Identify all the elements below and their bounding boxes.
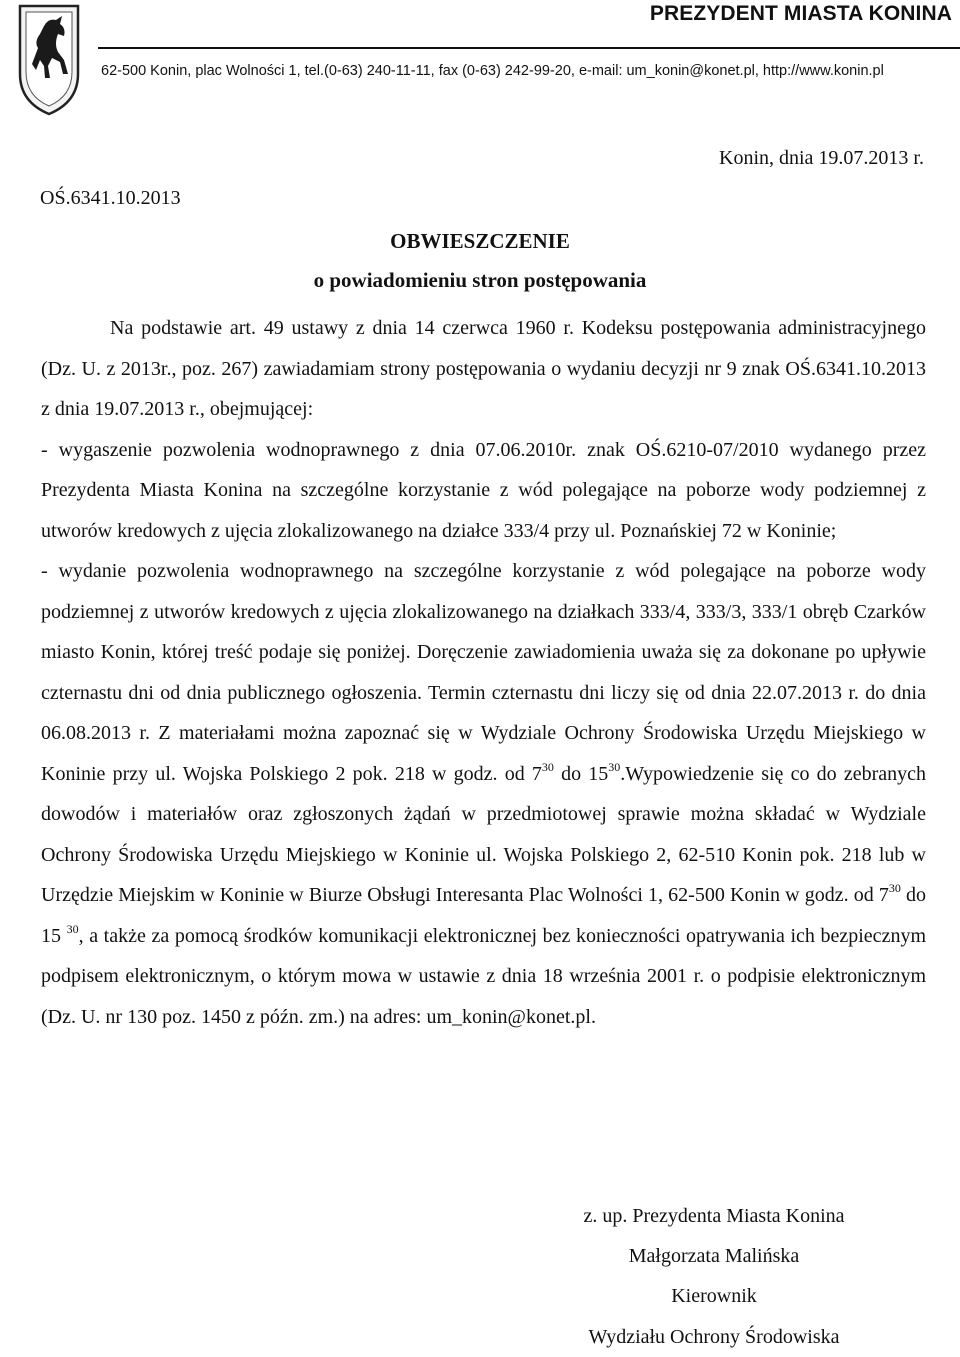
superscript-minutes: 30 <box>66 921 79 936</box>
item-expiry-paragraph: - wygaszenie pozwolenia wodnoprawnego z dnia 07.06.2010r. znak OŚ.6210-07/2010 wydanego przez Prezydenta Miasta Konina na szczególne korzystanie z wód polegające na poborze wody podziemnej z utworów kredowych z ujęcia zlokalizowanego na działce 333/4 przy ul. Poznańskiej 72 w Koninie; <box>41 438 926 542</box>
item-permit-paragraph <box>41 551 926 1037</box>
permit-text-part: do 15 <box>553 762 609 785</box>
org-contact-line: 62-500 Konin, plac Wolności 1, tel.(0-63) 240-11-11, fax (0-63) 242-99-20, e-mail: um_konin@konet.pl, http://www.konin.pl <box>101 63 884 79</box>
signature-block <box>530 1196 898 1357</box>
reference-number: OŚ.6341.10.2013 <box>40 187 181 209</box>
org-name: PREZYDENT MIASTA KONINA <box>649 2 952 25</box>
signature-line-name: Małgorzata Malińska <box>628 1245 800 1268</box>
konin-coat-of-arms-horse-icon <box>18 4 80 116</box>
signature-line-authority: z. up. Prezydenta Miasta Konina <box>583 1205 845 1227</box>
place-date: Konin, dnia 19.07.2013 r. <box>719 147 924 169</box>
document-title: OBWIESZCZENIE <box>390 229 570 253</box>
permit-text-part: - wydanie pozwolenia wodnoprawnego na szczególne korzystanie z wód polegające na poborze wody podziemnej z utworów kredowych z ujęcia zlokalizowanego na działkach 333/4, 333/3, 333/1 obręb Czarków miasto Konin, której treść podaje się poniżej. Doręczenie zawiadomienia uważa się za dokonane po upływie czternastu dni od dnia publicznego ogłoszenia. Termin czternastu dni liczy się od dnia 22.07.2013 r. do dnia 06.08.2013 r. Z materiałami można zapoznać się w Wydziale Ochrony Środowiska Urzędu Miejskiego w Koninie przy ul. Wojska Polskiego 2 pok. 218 w godz. od 7 <box>41 560 926 785</box>
permit-text-part: do 15 <box>41 884 926 947</box>
header-divider <box>98 47 960 49</box>
superscript-minutes: 30 <box>541 759 554 774</box>
signature-line-department: Wydziału Ochrony Środowiska <box>588 1325 840 1348</box>
permit-text-part: , a także za pomocą środków komunikacji elektronicznej bez konieczności opatrywania ich bezpiecznym podpisem elektronicznym, o którym mowa w ustawie z dnia 18 września 2001 r. o podpisie elektronicznym (Dz. U. nr 130 poz. 1450 z późn. zm.) na adres: um_konin@konet.pl. <box>41 924 926 1028</box>
signature-line-position: Kierownik <box>671 1285 757 1308</box>
superscript-minutes: 30 <box>608 759 621 774</box>
intro-paragraph: Na podstawie art. 49 ustawy z dnia 14 czerwca 1960 r. Kodeksu postępowania administracyjnego (Dz. U. z 2013r., poz. 267) zawiadamiam strony postępowania o wydaniu decyzji nr 9 znak OŚ.6341.10.2013 z dnia 19.07.2013 r., obejmującej: <box>41 317 926 420</box>
permit-text-part: .Wypowiedzenie się co do zebranych dowodów i materiałów oraz zgłoszonych żądań w przedmiotowej sprawie można składać w Wydziale Ochrony Środowiska Urzędu Miejskiego w Koninie ul. Wojska Polskiego 2, 62-510 Konin pok. 218 lub w Urzędzie Miejskim w Koninie w Biurze Obsługi Interesanta Plac Wolności 1, 62-500 Konin w godz. od 7 <box>41 762 926 906</box>
notice-body <box>41 308 926 1037</box>
document-subtitle: o powiadomieniu stron postępowania <box>313 268 647 292</box>
superscript-minutes: 30 <box>888 881 901 895</box>
